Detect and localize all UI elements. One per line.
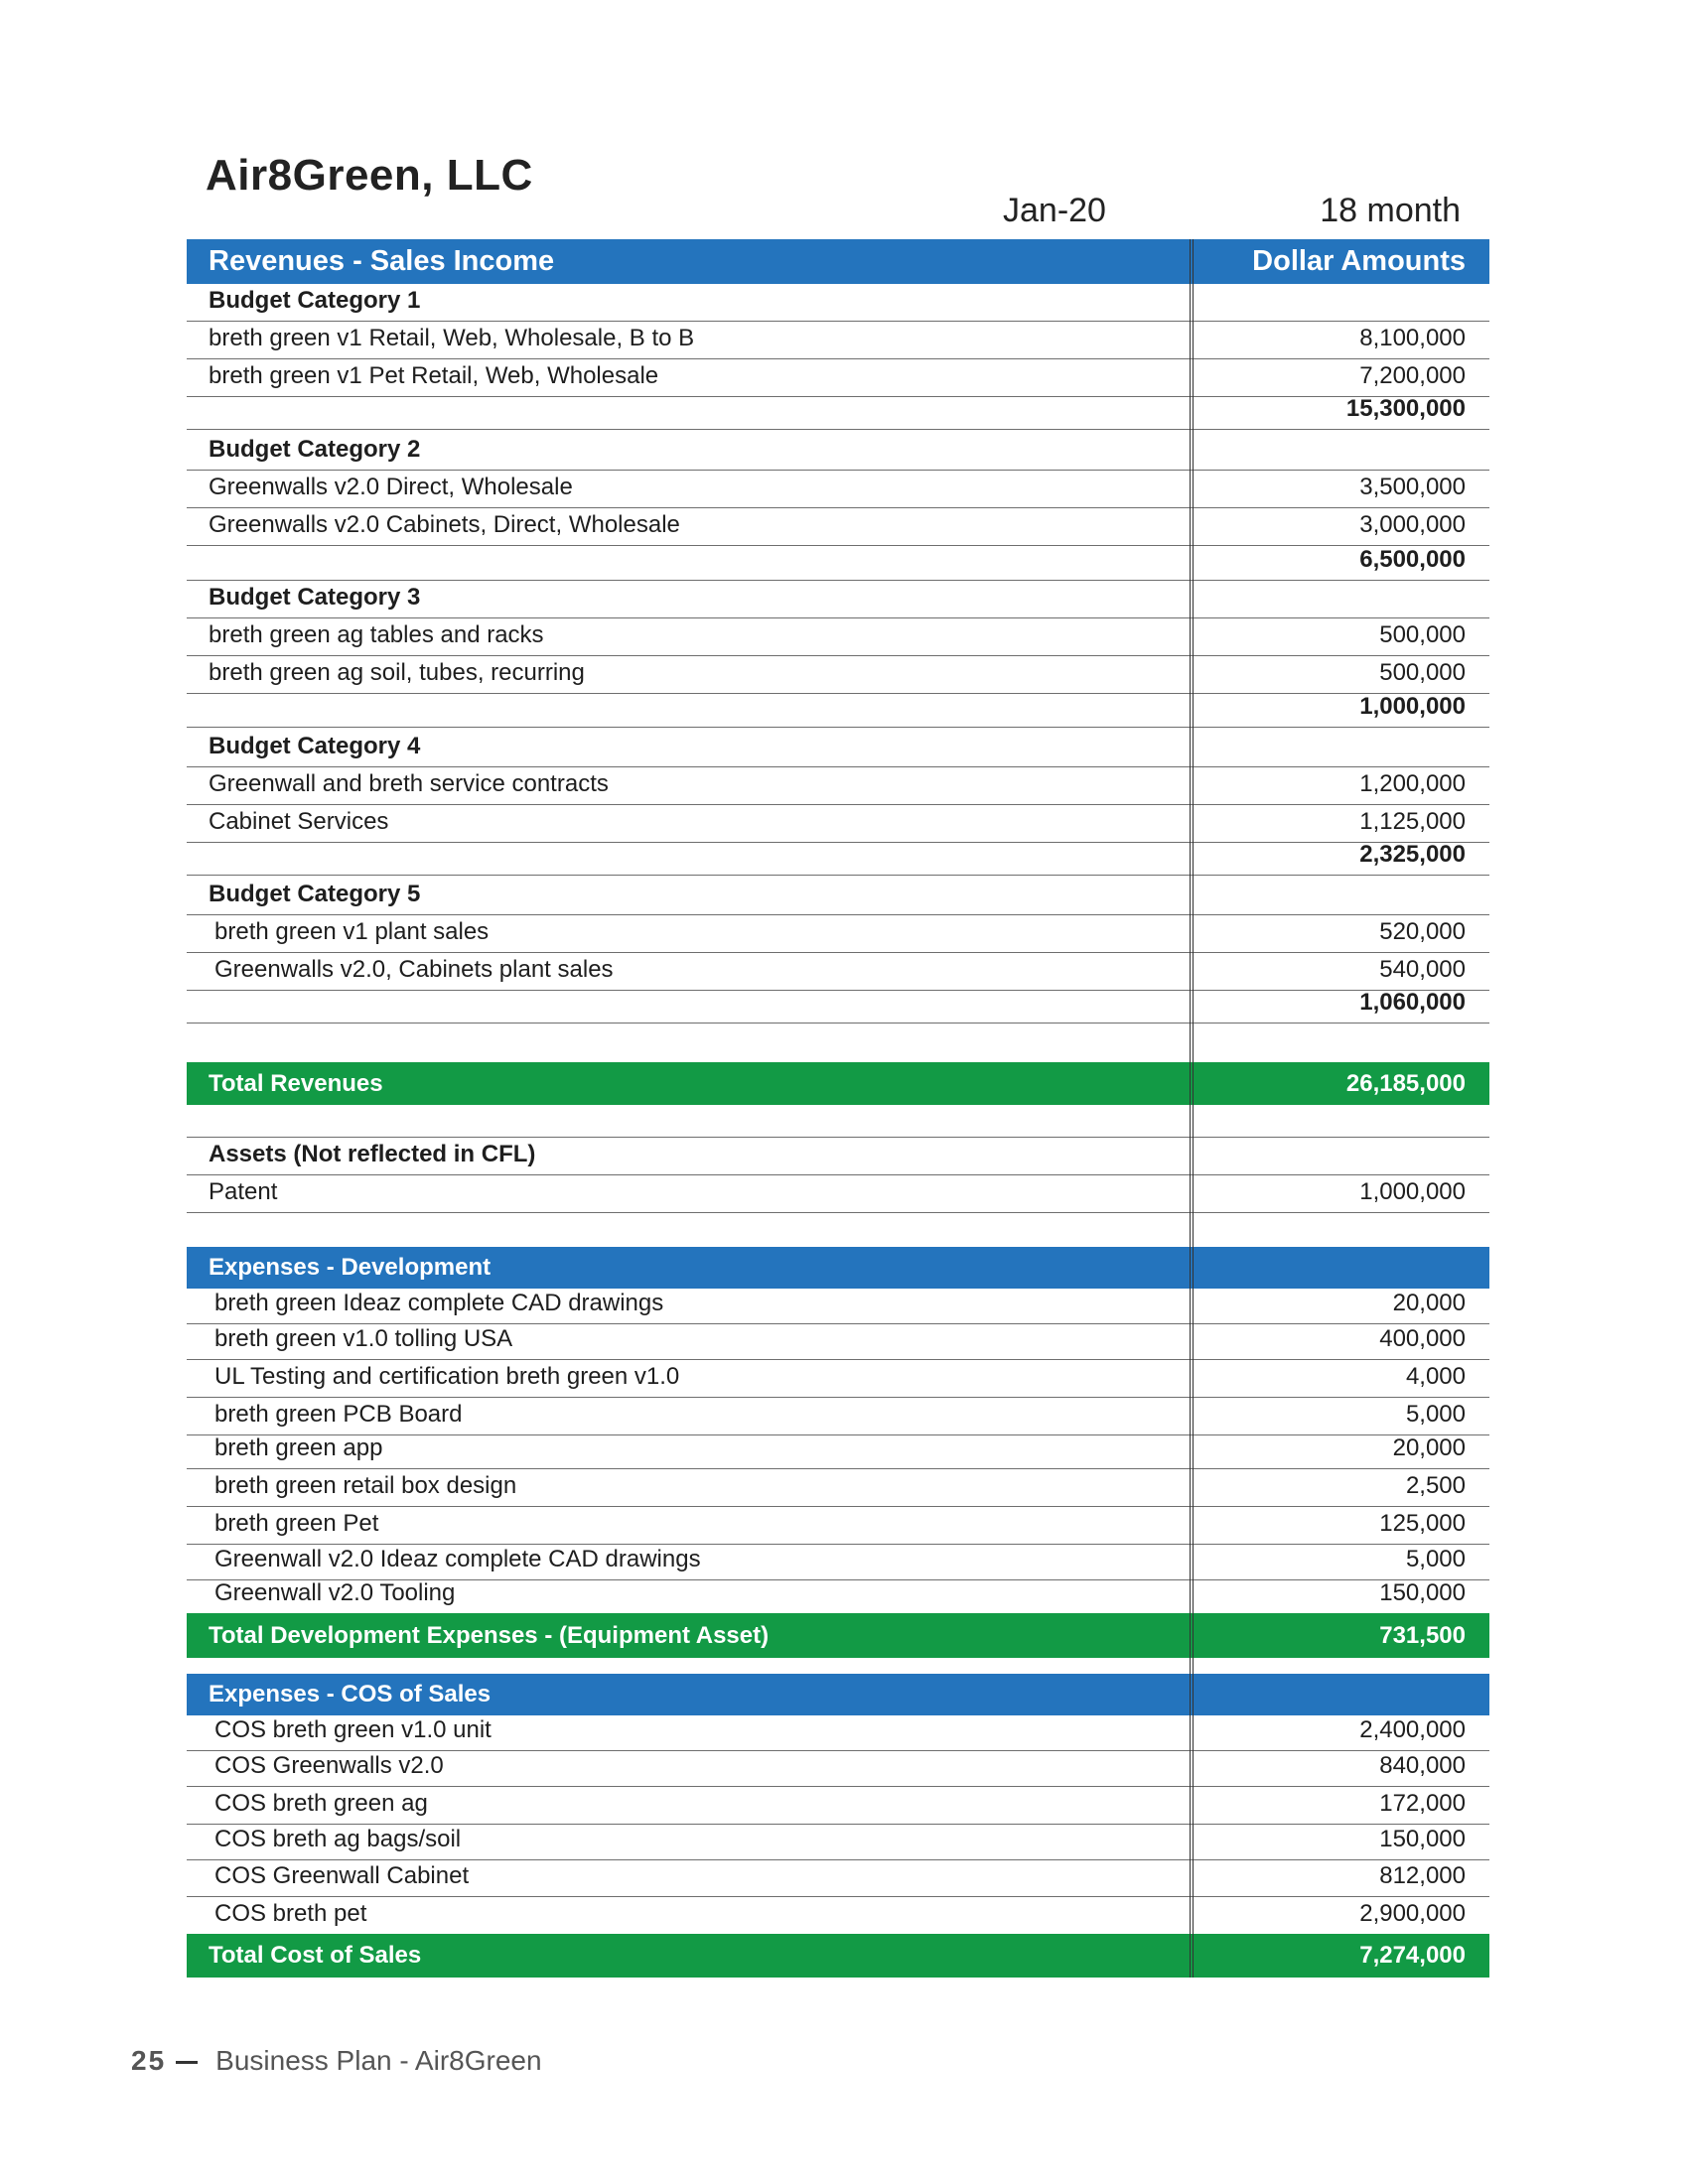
- line-item-label: breth green Pet: [214, 1510, 379, 1537]
- line-item-row: [187, 359, 1489, 397]
- line-item-row: [187, 953, 1489, 991]
- line-item-value: 20,000: [1392, 1434, 1466, 1461]
- total-development-value: 731,500: [1379, 1621, 1466, 1649]
- category-name: Budget Category 1: [209, 287, 421, 314]
- line-item-value: 500,000: [1379, 659, 1466, 686]
- category-name: Budget Category 3: [209, 584, 421, 611]
- line-item-row: [187, 508, 1489, 546]
- company-title: Air8Green, LLC: [206, 151, 533, 200]
- page-footer: [131, 2045, 542, 2077]
- line-item-label: breth green ag soil, tubes, recurring: [209, 659, 585, 686]
- spacer-row: [187, 1024, 1489, 1062]
- line-item-label: Greenwall and breth service contracts: [209, 770, 609, 797]
- line-item-value: 3,000,000: [1359, 511, 1466, 538]
- category-name: Budget Category 2: [209, 436, 421, 463]
- line-item-row: [187, 1860, 1489, 1897]
- line-item-value: 1,200,000: [1359, 770, 1466, 797]
- line-item-row: [187, 767, 1489, 805]
- period-length: 18 month: [1320, 192, 1461, 229]
- line-item-value: 2,900,000: [1359, 1900, 1466, 1927]
- spacer-row: [187, 1213, 1489, 1247]
- total-development-row: [187, 1613, 1489, 1658]
- line-item-label: Greenwalls v2.0 Direct, Wholesale: [209, 474, 573, 500]
- line-item-row: [187, 1469, 1489, 1507]
- line-item-value: 2,400,000: [1359, 1716, 1466, 1743]
- line-item-row: [187, 322, 1489, 359]
- line-item-row: [187, 1398, 1489, 1435]
- cos-title: Expenses - COS of Sales: [209, 1681, 492, 1707]
- line-item-row: [187, 1787, 1489, 1825]
- line-item-value: 7,200,000: [1359, 362, 1466, 389]
- subtotal-row: [187, 694, 1489, 728]
- line-item-row: [187, 1289, 1489, 1324]
- line-item-label: Greenwalls v2.0, Cabinets plant sales: [214, 956, 614, 983]
- total-revenues-label: Total Revenues: [209, 1069, 383, 1097]
- development-header-row: [187, 1247, 1489, 1289]
- budget-table: [187, 239, 1489, 1978]
- line-item-label: Cabinet Services: [209, 808, 389, 835]
- amount-column-header: Dollar Amounts: [1252, 245, 1466, 277]
- total-development-label: Total Development Expenses - (Equipment Asset): [209, 1621, 770, 1649]
- total-cos-row: [187, 1934, 1489, 1978]
- footer-dash: [176, 2061, 198, 2064]
- line-item-row: [187, 1175, 1489, 1213]
- line-item-label: Patent: [209, 1178, 278, 1205]
- line-item-label: Greenwall v2.0 Ideaz complete CAD drawings: [214, 1546, 701, 1572]
- category-name: Budget Category 4: [209, 733, 421, 759]
- line-item-value: 4,000: [1405, 1363, 1466, 1390]
- line-item-label: COS Greenwalls v2.0: [214, 1752, 444, 1779]
- subtotal-value: 2,325,000: [1359, 841, 1466, 868]
- subtotal-value: 1,000,000: [1359, 693, 1466, 720]
- line-item-value: 1,000,000: [1359, 1178, 1466, 1205]
- revenues-title: Revenues - Sales Income: [209, 245, 555, 277]
- line-item-row: [187, 656, 1489, 694]
- line-item-label: COS breth green v1.0 unit: [214, 1716, 492, 1743]
- line-item-label: COS breth pet: [214, 1900, 367, 1927]
- category-row: [187, 430, 1489, 471]
- spacer-row: [187, 1105, 1489, 1138]
- line-item-value: 20,000: [1392, 1290, 1466, 1316]
- line-item-value: 8,100,000: [1359, 325, 1466, 351]
- subtotal-value: 6,500,000: [1359, 546, 1466, 573]
- line-item-value: 150,000: [1379, 1826, 1466, 1852]
- category-row: [187, 728, 1489, 767]
- line-item-value: 172,000: [1379, 1790, 1466, 1817]
- line-item-row: [187, 1751, 1489, 1787]
- subtotal-row: [187, 546, 1489, 581]
- line-item-value: 520,000: [1379, 918, 1466, 945]
- line-item-label: Greenwalls v2.0 Cabinets, Direct, Wholesale: [209, 511, 680, 538]
- subtotal-value: 15,300,000: [1345, 395, 1466, 422]
- total-revenues-value: 26,185,000: [1345, 1069, 1466, 1097]
- line-item-value: 5,000: [1405, 1401, 1466, 1428]
- line-item-value: 125,000: [1379, 1510, 1466, 1537]
- page-number: 25: [131, 2045, 167, 2076]
- line-item-label: breth green v1 plant sales: [214, 918, 490, 945]
- line-item-row: [187, 805, 1489, 843]
- line-item-row: [187, 618, 1489, 656]
- total-cos-value: 7,274,000: [1359, 1942, 1466, 1969]
- subtotal-value: 1,060,000: [1359, 989, 1466, 1016]
- line-item-value: 812,000: [1379, 1862, 1466, 1889]
- line-item-value: 3,500,000: [1359, 474, 1466, 500]
- line-item-row: [187, 1324, 1489, 1360]
- line-item-value: 540,000: [1379, 956, 1466, 983]
- line-item-row: [187, 1507, 1489, 1545]
- line-item-row: [187, 471, 1489, 508]
- revenues-header-row: [187, 239, 1489, 284]
- line-item-label: breth green v1.0 tolling USA: [214, 1325, 513, 1352]
- assets-title: Assets (Not reflected in CFL): [209, 1141, 536, 1167]
- line-item-row: [187, 1825, 1489, 1860]
- subtotal-row: [187, 991, 1489, 1024]
- line-item-row: [187, 1580, 1489, 1613]
- cos-header-row: [187, 1674, 1489, 1715]
- development-title: Expenses - Development: [209, 1254, 492, 1281]
- category-row: [187, 284, 1489, 322]
- line-item-row: [187, 1360, 1489, 1398]
- line-item-label: breth green ag tables and racks: [209, 621, 544, 648]
- line-item-label: breth green Ideaz complete CAD drawings: [214, 1290, 664, 1316]
- line-item-value: 5,000: [1405, 1546, 1466, 1572]
- line-item-label: UL Testing and certification breth green v1.0: [214, 1363, 680, 1390]
- line-item-value: 500,000: [1379, 621, 1466, 648]
- line-item-label: COS Greenwall Cabinet: [214, 1862, 470, 1889]
- total-cos-label: Total Cost of Sales: [209, 1942, 422, 1969]
- line-item-value: 840,000: [1379, 1752, 1466, 1779]
- period-start: Jan-20: [1003, 192, 1106, 229]
- line-item-label: Greenwall v2.0 Tooling: [214, 1579, 456, 1606]
- line-item-label: breth green app: [214, 1434, 383, 1461]
- category-name: Budget Category 5: [209, 881, 421, 907]
- line-item-row: [187, 915, 1489, 953]
- subtotal-row: [187, 397, 1489, 430]
- line-item-label: breth green v1 Pet Retail, Web, Wholesale: [209, 362, 659, 389]
- line-item-value: 1,125,000: [1359, 808, 1466, 835]
- line-item-label: breth green v1 Retail, Web, Wholesale, B to B: [209, 325, 695, 351]
- line-item-value: 400,000: [1379, 1325, 1466, 1352]
- assets-header-row: [187, 1138, 1489, 1175]
- line-item-value: 2,500: [1405, 1472, 1466, 1499]
- line-item-label: COS breth ag bags/soil: [214, 1826, 462, 1852]
- line-item-value: 150,000: [1379, 1579, 1466, 1606]
- line-item-label: COS breth green ag: [214, 1790, 428, 1817]
- category-row: [187, 876, 1489, 915]
- line-item-label: breth green PCB Board: [214, 1401, 463, 1428]
- line-item-row: [187, 1715, 1489, 1751]
- line-item-row: [187, 1545, 1489, 1580]
- category-row: [187, 581, 1489, 618]
- line-item-label: breth green retail box design: [214, 1472, 517, 1499]
- subtotal-row: [187, 843, 1489, 876]
- total-revenues-row: [187, 1062, 1489, 1105]
- line-item-row: [187, 1435, 1489, 1469]
- spacer-row: [187, 1658, 1489, 1674]
- footer-text: Business Plan - Air8Green: [215, 2045, 542, 2076]
- line-item-row: [187, 1897, 1489, 1934]
